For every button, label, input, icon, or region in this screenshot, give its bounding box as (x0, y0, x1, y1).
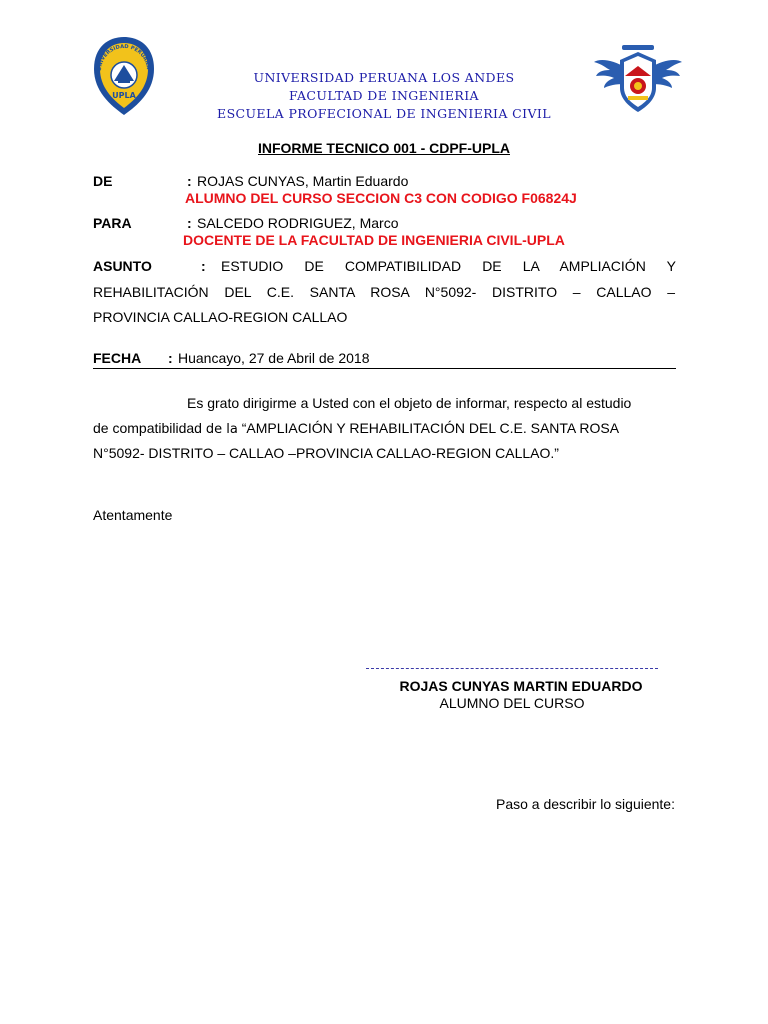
upla-logo (92, 35, 156, 117)
fecha-label: FECHA (93, 350, 142, 366)
body-line-2-part-b: de la (205, 422, 238, 437)
body-line-2 (93, 420, 619, 437)
footer-text: Paso a describir lo siguiente: (496, 796, 675, 812)
de-colon: : (187, 173, 192, 189)
body-line-2-part-c: “AMPLIACIÓN Y REHABILITACIÓN DEL C.E. SANTA ROSA (237, 420, 620, 436)
para-label: PARA (93, 215, 132, 231)
upla-seal-icon (92, 35, 156, 117)
closing-text: Atentamente (93, 507, 173, 523)
asunto-line-3: PROVINCIA CALLAO-REGION CALLAO (93, 309, 348, 325)
svg-text:UNIVERSIDAD PERUANA LOS ANDES: UNIVERSIDAD PERUANA (96, 43, 151, 72)
de-label: DE (93, 173, 113, 189)
divider-line (93, 368, 676, 369)
university-name: UNIVERSIDAD PERUANA LOS ANDES (253, 70, 515, 85)
svg-text:UPLA: UPLA (112, 91, 136, 100)
asunto-line-2: REHABILITACIÓN DEL C.E. SANTA ROSA N°5092- DISTRITO – CALLAO – (93, 284, 675, 300)
school-name: ESCUELA PROFECIONAL DE INGENIERIA CIVIL (217, 106, 551, 121)
report-title: INFORME TECNICO 001 - CDPF-UPLA (257, 140, 510, 156)
signature-line (366, 668, 658, 669)
asunto-line-1: ESTUDIO DE COMPATIBILIDAD DE LA AMPLIACIÓN Y (221, 258, 676, 274)
de-name: ROJAS CUNYAS, Martin Eduardo (197, 173, 409, 189)
fecha-value: Huancayo, 27 de Abril de 2018 (178, 350, 370, 366)
para-role: DOCENTE DE LA FACULTAD DE INGENIERIA CIVIL-UPLA (183, 232, 565, 248)
body-line-3: N°5092- DISTRITO – CALLAO –PROVINCIA CALLAO-REGION CALLAO.” (93, 445, 559, 461)
asunto-colon: : (201, 258, 206, 274)
faculty-name: FACULTAD DE INGENIERIA (289, 88, 479, 103)
de-role: ALUMNO DEL CURSO SECCION C3 CON CODIGO F06824J (185, 190, 577, 206)
body-line-1: Es grato dirigirme a Usted con el objeto de informar, respecto al estudio (187, 395, 632, 411)
asunto-label: ASUNTO (93, 258, 152, 274)
fecha-colon: : (168, 350, 173, 366)
body-line-2-part-a: de compatibilidad (93, 420, 206, 436)
signature-name: ROJAS CUNYAS MARTIN EDUARDO (399, 678, 643, 694)
para-name: SALCEDO RODRIGUEZ, Marco (197, 215, 399, 231)
signature-role: ALUMNO DEL CURSO (439, 695, 585, 711)
para-colon: : (187, 215, 192, 231)
